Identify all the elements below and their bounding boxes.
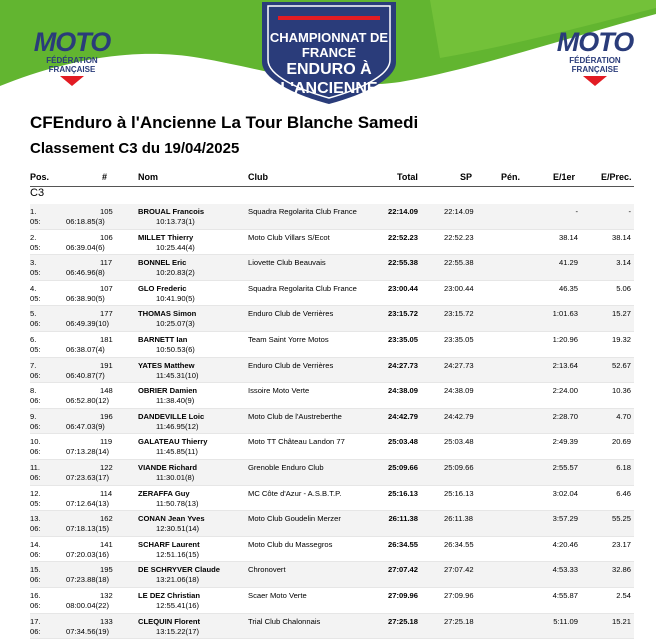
cell-sp: 25:09.66 [444, 463, 474, 472]
cell-sp: 24:38.09 [444, 386, 474, 395]
table-header [30, 169, 634, 187]
cell-nom: CLEQUIN Florent [138, 617, 200, 626]
cell-e1: 3:57.29 [553, 514, 578, 523]
cell-sp: 25:16.13 [444, 489, 474, 498]
cell-num: 114 [100, 489, 112, 498]
cell-eprec: 19.32 [612, 335, 631, 344]
cell-lap1: 06:18.85(3) [66, 217, 105, 226]
cell-nom: BARNETT Ian [138, 335, 187, 344]
cell-lap1: 06:38.07(4) [66, 345, 105, 354]
table-row [30, 562, 634, 588]
cell-lap-label: 06: [30, 473, 41, 482]
table-row [30, 537, 634, 563]
cell-lap2: 10:41.90(5) [156, 294, 195, 303]
cell-lap2: 10:20.83(2) [156, 268, 195, 277]
cell-sp: 26:34.55 [444, 540, 474, 549]
cell-lap-label: 05: [30, 499, 41, 508]
cell-num: 195 [100, 565, 113, 574]
cell-club: Scaer Moto Verte [248, 591, 307, 600]
cell-lap2: 10:25.07(3) [156, 319, 195, 328]
cell-club: Team Saint Yorre Motos [248, 335, 329, 344]
cell-nom: BROUAL Francois [138, 207, 204, 216]
cell-lap-label: 06: [30, 422, 41, 431]
results-table [30, 204, 634, 639]
cell-nom: GALATEAU Thierry [138, 437, 207, 446]
category-label: C3 [30, 187, 44, 199]
cell-sp: 22:14.09 [444, 207, 474, 216]
cell-e1: - [575, 207, 578, 216]
col-pen: Pén. [501, 172, 520, 182]
cell-pos: 2. [30, 233, 36, 242]
table-row [30, 383, 634, 409]
cell-pos: 15. [30, 565, 41, 574]
table-row [30, 230, 634, 256]
cell-eprec: 23.17 [612, 540, 631, 549]
cell-lap2: 12:30.51(14) [156, 524, 199, 533]
table-row [30, 306, 634, 332]
cell-nom: CONAN Jean Yves [138, 514, 205, 523]
cell-pos: 1. [30, 207, 36, 216]
cell-eprec: 52.67 [612, 361, 631, 370]
cell-sp: 24:27.73 [444, 361, 474, 370]
cell-sp: 26:11.38 [444, 514, 473, 523]
cell-sp: 27:09.96 [444, 591, 474, 600]
cell-pos: 8. [30, 386, 36, 395]
cell-club: Moto TT Château Landon 77 [248, 437, 345, 446]
cell-num: 107 [100, 284, 113, 293]
cell-e1: 3:02.04 [553, 489, 578, 498]
cell-lap-label: 05: [30, 243, 41, 252]
col-nom: Nom [138, 172, 158, 182]
cell-nom: MILLET Thierry [138, 233, 193, 242]
cell-nom: ZERAFFA Guy [138, 489, 190, 498]
col-sp: SP [460, 172, 472, 182]
cell-club: Liovette Club Beauvais [248, 258, 326, 267]
cell-total: 24:42.79 [388, 412, 418, 421]
table-row [30, 511, 634, 537]
cell-eprec: 32.86 [612, 565, 631, 574]
cell-pos: 14. [30, 540, 41, 549]
cell-total: 23:15.72 [388, 309, 418, 318]
cell-lap-label: 05: [30, 268, 41, 277]
table-row [30, 281, 634, 307]
cell-lap1: 06:47.03(9) [66, 422, 105, 431]
cell-lap2: 10:25.44(4) [156, 243, 195, 252]
chevron-icon [60, 76, 84, 86]
logo-moto-text: MOTO [555, 28, 635, 56]
cell-total: 25:03.48 [388, 437, 418, 446]
cell-lap1: 06:40.87(7) [66, 371, 105, 380]
cell-lap-label: 06: [30, 396, 41, 405]
cell-nom: BONNEL Eric [138, 258, 186, 267]
cell-nom: LE DEZ Christian [138, 591, 200, 600]
cell-num: 105 [100, 207, 113, 216]
cell-e1: 1:20.96 [553, 335, 578, 344]
cell-total: 23:00.44 [388, 284, 418, 293]
cell-club: Squadra Regolarita Club France [248, 207, 357, 216]
cell-pos: 16. [30, 591, 41, 600]
cell-lap-label: 06: [30, 319, 41, 328]
cell-lap1: 06:39.04(6) [66, 243, 105, 252]
header-banner [0, 0, 656, 110]
cell-nom: VIANDE Richard [138, 463, 197, 472]
cell-pos: 17. [30, 617, 41, 626]
cell-lap2: 11:30.01(8) [156, 473, 194, 482]
cell-sp: 23:00.44 [444, 284, 474, 293]
table-row [30, 614, 634, 639]
cell-num: 119 [100, 437, 112, 446]
cell-sp: 23:35.05 [444, 335, 474, 344]
cell-pos: 7. [30, 361, 36, 370]
cell-lap1: 07:13.28(14) [66, 447, 109, 456]
cell-nom: DE SCHRYVER Claude [138, 565, 220, 574]
cell-lap1: 07:23.88(18) [66, 575, 109, 584]
cell-lap-label: 05: [30, 294, 41, 303]
cell-club: Moto Club Goudelin Merzer [248, 514, 341, 523]
cell-lap2: 13:21.06(18) [156, 575, 199, 584]
cell-e1: 2:13.64 [553, 361, 578, 370]
cell-lap2: 10:50.53(6) [156, 345, 195, 354]
cell-eprec: 2.54 [616, 591, 631, 600]
cell-sp: 22:55.38 [444, 258, 474, 267]
col-pos: Pos. [30, 172, 49, 182]
cell-lap-label: 06: [30, 371, 41, 380]
col-eprec: E/Prec. [601, 172, 632, 182]
cell-e1: 4:55.87 [553, 591, 578, 600]
cell-lap1: 06:38.90(5) [66, 294, 105, 303]
page-subtitle: Classement C3 du 19/04/2025 [30, 140, 239, 157]
cell-total: 25:16.13 [388, 489, 418, 498]
cell-total: 22:55.38 [388, 258, 418, 267]
cell-e1: 5:11.09 [553, 617, 578, 626]
cell-eprec: 15.21 [612, 617, 631, 626]
cell-lap1: 06:46.96(8) [66, 268, 105, 277]
logo-line1: FÉDÉRATION [555, 56, 635, 65]
cell-sp: 23:15.72 [444, 309, 474, 318]
cell-e1: 4:20.46 [553, 540, 578, 549]
cell-e1: 1:01.63 [553, 309, 578, 318]
cell-club: Moto Club Villars S/Ecot [248, 233, 330, 242]
cell-pos: 5. [30, 309, 36, 318]
cell-total: 23:35.05 [388, 335, 418, 344]
chevron-icon [583, 76, 607, 86]
cell-num: 148 [100, 386, 113, 395]
cell-club: Squadra Regolarita Club France [248, 284, 357, 293]
cell-sp: 27:07.42 [444, 565, 474, 574]
cell-sp: 24:42.79 [444, 412, 474, 421]
ffm-logo-left [32, 28, 112, 86]
table-row [30, 409, 634, 435]
cell-num: 141 [100, 540, 113, 549]
logo-line2: FRANÇAISE [555, 65, 635, 74]
cell-nom: SCHARF Laurent [138, 540, 200, 549]
cell-pos: 6. [30, 335, 36, 344]
cell-eprec: 10.36 [612, 386, 631, 395]
cell-nom: OBRIER Damien [138, 386, 197, 395]
cell-total: 27:07.42 [388, 565, 418, 574]
cell-total: 26:11.38 [388, 514, 418, 523]
championship-badge [250, 30, 408, 98]
cell-club: Trial Club Chalonnais [248, 617, 320, 626]
cell-eprec: 55.25 [612, 514, 631, 523]
cell-eprec: 38.14 [612, 233, 631, 242]
cell-club: Chronovert [248, 565, 286, 574]
cell-total: 27:09.96 [388, 591, 418, 600]
cell-lap2: 12:51.16(15) [156, 550, 199, 559]
cell-nom: YATES Matthew [138, 361, 195, 370]
cell-lap-label: 06: [30, 447, 41, 456]
cell-sp: 25:03.48 [444, 437, 474, 446]
table-row [30, 434, 634, 460]
cell-eprec: 6.18 [616, 463, 631, 472]
badge-line2: ENDURO À L'ANCIENNE [250, 60, 408, 98]
cell-total: 27:25.18 [388, 617, 418, 626]
cell-club: Issoire Moto Verte [248, 386, 309, 395]
cell-nom: GLO Frederic [138, 284, 187, 293]
cell-lap2: 11:45.31(10) [156, 371, 199, 380]
cell-lap1: 06:49.39(10) [66, 319, 109, 328]
cell-total: 24:38.09 [388, 386, 418, 395]
cell-eprec: 4.70 [616, 412, 631, 421]
cell-e1: 2:24.00 [553, 386, 578, 395]
cell-club: MC Côte d'Azur - A.S.B.T.P. [248, 489, 341, 498]
cell-nom: DANDEVILLE Loic [138, 412, 204, 421]
cell-eprec: 20.69 [612, 437, 631, 446]
cell-lap-label: 06: [30, 524, 41, 533]
cell-lap2: 11:50.78(13) [156, 499, 199, 508]
cell-eprec: 6.46 [616, 489, 631, 498]
col-total: Total [397, 172, 418, 182]
cell-pos: 3. [30, 258, 36, 267]
cell-sp: 27:25.18 [444, 617, 474, 626]
cell-total: 22:52.23 [388, 233, 418, 242]
cell-lap2: 10:13.73(1) [156, 217, 195, 226]
cell-pos: 12. [30, 489, 41, 498]
cell-e1: 46.35 [559, 284, 578, 293]
cell-club: Moto Club du Massegros [248, 540, 332, 549]
cell-pos: 9. [30, 412, 36, 421]
cell-lap1: 07:20.03(16) [66, 550, 109, 559]
cell-num: 191 [100, 361, 113, 370]
badge-line1: CHAMPIONNAT DE FRANCE [250, 30, 408, 60]
cell-lap1: 07:34.56(19) [66, 627, 109, 636]
cell-num: 106 [100, 233, 113, 242]
cell-num: 122 [100, 463, 113, 472]
cell-num: 181 [100, 335, 113, 344]
cell-pos: 13. [30, 514, 41, 523]
logo-moto-text: MOTO [32, 28, 112, 56]
cell-sp: 22:52.23 [444, 233, 474, 242]
col-e1: E/1er [553, 172, 575, 182]
table-row [30, 204, 634, 230]
table-row [30, 255, 634, 281]
cell-club: Moto Club de l'Austreberthe [248, 412, 342, 421]
col-club: Club [248, 172, 268, 182]
cell-num: 196 [100, 412, 113, 421]
cell-e1: 2:49.39 [553, 437, 578, 446]
cell-lap1: 07:18.13(15) [66, 524, 109, 533]
cell-pos: 11. [30, 463, 40, 472]
page-title: CFEnduro à l'Ancienne La Tour Blanche Samedi [30, 113, 418, 133]
table-row [30, 460, 634, 486]
cell-lap1: 06:52.80(12) [66, 396, 109, 405]
cell-nom: THOMAS Simon [138, 309, 196, 318]
cell-num: 117 [100, 258, 112, 267]
cell-club: Enduro Club de Verrières [248, 309, 333, 318]
cell-club: Enduro Club de Verrières [248, 361, 333, 370]
cell-pos: 4. [30, 284, 36, 293]
table-row [30, 358, 634, 384]
cell-lap-label: 05: [30, 217, 41, 226]
cell-lap-label: 06: [30, 550, 41, 559]
cell-lap-label: 05: [30, 345, 41, 354]
logo-line2: FRANÇAISE [32, 65, 112, 74]
cell-eprec: 3.14 [616, 258, 631, 267]
logo-line1: FÉDÉRATION [32, 56, 112, 65]
cell-lap2: 11:45.85(11) [156, 447, 198, 456]
cell-eprec: 15.27 [612, 309, 631, 318]
cell-lap2: 12:55.41(16) [156, 601, 199, 610]
cell-num: 133 [100, 617, 113, 626]
cell-eprec: - [628, 207, 631, 216]
cell-eprec: 5.06 [616, 284, 631, 293]
cell-lap-label: 06: [30, 627, 41, 636]
cell-total: 24:27.73 [388, 361, 418, 370]
cell-total: 22:14.09 [388, 207, 418, 216]
ffm-logo-right [555, 28, 635, 86]
cell-lap2: 13:15.22(17) [156, 627, 199, 636]
cell-num: 162 [100, 514, 113, 523]
cell-num: 177 [100, 309, 113, 318]
cell-lap1: 08:00.04(22) [66, 601, 109, 610]
col-num: # [102, 172, 107, 182]
table-row [30, 588, 634, 614]
cell-pos: 10. [30, 437, 41, 446]
cell-total: 26:34.55 [388, 540, 418, 549]
table-row [30, 332, 634, 358]
cell-lap1: 07:12.64(13) [66, 499, 109, 508]
cell-e1: 4:53.33 [553, 565, 578, 574]
cell-lap2: 11:38.40(9) [156, 396, 194, 405]
cell-e1: 2:28.70 [553, 412, 578, 421]
cell-e1: 41.29 [559, 258, 578, 267]
cell-lap-label: 06: [30, 601, 41, 610]
cell-lap1: 07:23.63(17) [66, 473, 109, 482]
cell-lap2: 11:46.95(12) [156, 422, 199, 431]
cell-e1: 38.14 [559, 233, 578, 242]
table-row [30, 486, 634, 512]
cell-lap-label: 06: [30, 575, 41, 584]
cell-num: 132 [100, 591, 113, 600]
cell-club: Grenoble Enduro Club [248, 463, 324, 472]
cell-e1: 2:55.57 [553, 463, 578, 472]
cell-total: 25:09.66 [388, 463, 418, 472]
